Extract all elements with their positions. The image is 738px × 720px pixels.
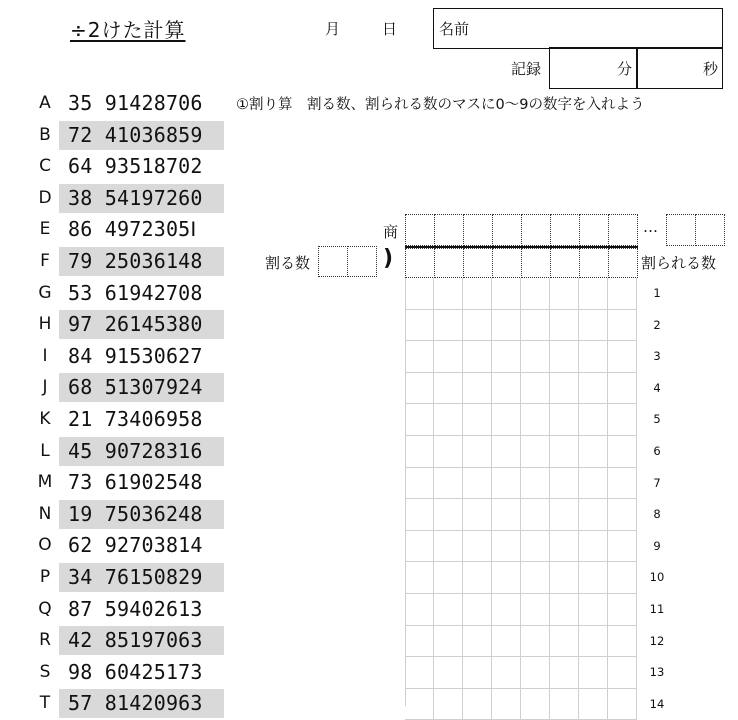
- work-grid-cell[interactable]: [405, 499, 434, 531]
- work-grid-cell[interactable]: [405, 278, 434, 310]
- work-grid-cell[interactable]: [405, 310, 434, 342]
- work-grid-cell[interactable]: [550, 531, 579, 563]
- problem-dividend: 91428706: [104, 91, 203, 115]
- problem-dividend: 85197063: [104, 628, 203, 653]
- problem-row: [59, 184, 224, 213]
- problem-dividend: 61942708: [104, 280, 203, 305]
- quotient-extra-cell[interactable]: [666, 214, 696, 246]
- problem-divisor: 21: [68, 407, 93, 431]
- problem-dividend: 81420963: [104, 691, 203, 716]
- problem-divisor: 72: [68, 122, 93, 147]
- work-grid-cell[interactable]: [608, 436, 637, 468]
- work-grid-cell[interactable]: [405, 626, 434, 658]
- divisor-label: 割る数: [265, 254, 311, 272]
- work-grid-cell[interactable]: [434, 404, 463, 436]
- work-grid-cell[interactable]: [521, 626, 550, 658]
- line-number: 2: [653, 317, 661, 332]
- problem-gap: [92, 597, 104, 621]
- problem-divisor: 57: [68, 691, 93, 716]
- quotient-cell[interactable]: [463, 214, 493, 246]
- work-grid-cell[interactable]: [492, 689, 521, 720]
- problem-divisor: 79: [68, 249, 93, 273]
- line-number: 11: [649, 602, 665, 616]
- work-grid-cell[interactable]: [521, 468, 550, 500]
- problem-dividend: 93518702: [104, 154, 203, 179]
- work-grid-cell[interactable]: [550, 626, 579, 658]
- problem-letter: S: [39, 661, 51, 682]
- problem-row: [59, 563, 224, 592]
- work-grid-cell[interactable]: [434, 657, 463, 689]
- work-grid-cell[interactable]: [608, 278, 637, 310]
- problem-gap: [92, 533, 104, 557]
- problem-dividend: 73406958: [104, 407, 203, 431]
- work-grid-cell[interactable]: [434, 689, 463, 720]
- work-grid-cell[interactable]: [405, 689, 434, 720]
- problem-gap: [92, 154, 104, 178]
- work-grid-cell[interactable]: [434, 278, 463, 310]
- problem-row: [59, 279, 224, 308]
- problem-row: [59, 626, 224, 655]
- work-grid-cell[interactable]: [492, 310, 521, 342]
- problem-divisor: 53: [68, 280, 93, 305]
- dividend-cell[interactable]: [550, 248, 580, 278]
- work-grid-cell[interactable]: [550, 499, 579, 531]
- line-number: 13: [649, 665, 665, 680]
- work-grid-cell[interactable]: [405, 341, 434, 373]
- work-grid-cell[interactable]: [405, 531, 434, 563]
- problem-letter: Q: [38, 598, 52, 619]
- problem-letter: I: [42, 345, 48, 366]
- problem-gap: [92, 375, 104, 399]
- work-grid-cell[interactable]: [579, 404, 608, 436]
- problem-divisor: 68: [68, 375, 93, 400]
- problem-dividend: 41036859: [104, 122, 203, 147]
- problem-row: [59, 342, 224, 371]
- problem-divisor: 98: [68, 659, 93, 684]
- work-grid-cell[interactable]: [434, 594, 463, 626]
- work-grid-cell[interactable]: [550, 278, 579, 310]
- problem-gap: [92, 312, 104, 336]
- dividend-cell[interactable]: [405, 248, 435, 278]
- work-grid-cell[interactable]: [492, 468, 521, 500]
- problem-gap: [92, 344, 104, 368]
- quotient-cell[interactable]: [608, 214, 638, 246]
- work-grid-cell[interactable]: [434, 436, 463, 468]
- work-grid-cell[interactable]: [492, 594, 521, 626]
- work-grid-cell[interactable]: [463, 626, 492, 658]
- problem-dividend: 59402613: [104, 596, 203, 621]
- problem-row: [59, 247, 224, 276]
- work-grid-cell[interactable]: [550, 657, 579, 689]
- work-grid-cell[interactable]: [405, 436, 434, 468]
- month-label: 月: [325, 20, 341, 38]
- problem-divisor: 45: [68, 438, 93, 463]
- work-grid-cell[interactable]: [550, 594, 579, 626]
- problem-divisor: 19: [68, 501, 93, 526]
- work-grid-cell[interactable]: [492, 626, 521, 658]
- problem-dividend: 76150829: [104, 565, 203, 589]
- work-grid-cell[interactable]: [463, 341, 492, 373]
- problem-gap: [92, 91, 104, 115]
- quotient-cell[interactable]: [492, 214, 522, 246]
- divisor-cell-2[interactable]: [347, 246, 377, 277]
- problem-row: [59, 531, 224, 560]
- day-label: 日: [382, 20, 398, 38]
- problem-divisor: 86: [68, 217, 93, 242]
- work-grid-cell[interactable]: [521, 657, 550, 689]
- problem-letter: M: [37, 472, 53, 493]
- work-grid-cell[interactable]: [608, 594, 637, 626]
- problem-gap: [92, 470, 104, 494]
- problem-gap: [92, 123, 104, 147]
- problem-divisor: 62: [68, 533, 93, 558]
- problem-letter: L: [40, 440, 50, 461]
- work-grid-cell[interactable]: [608, 373, 637, 405]
- problem-gap: [92, 691, 104, 715]
- work-grid-cell[interactable]: [579, 310, 608, 342]
- work-grid-cell[interactable]: [521, 689, 550, 720]
- work-grid-cell[interactable]: [550, 341, 579, 373]
- work-grid-cell[interactable]: [463, 436, 492, 468]
- quotient-cell[interactable]: [579, 214, 609, 246]
- problem-letter: G: [38, 282, 52, 303]
- problem-letter: E: [39, 219, 51, 240]
- problem-divisor: 87: [68, 596, 93, 621]
- problem-dividend: 92703814: [104, 533, 203, 558]
- problem-gap: [92, 249, 104, 273]
- work-grid-cell[interactable]: [463, 657, 492, 689]
- line-number: 8: [653, 507, 661, 522]
- problem-gap: [92, 565, 104, 589]
- work-grid-cell[interactable]: [492, 278, 521, 310]
- work-grid-cell[interactable]: [405, 373, 434, 405]
- work-grid-cell[interactable]: [608, 404, 637, 436]
- work-grid-cell[interactable]: [608, 531, 637, 563]
- division-bracket: ): [383, 246, 394, 271]
- work-grid-cell[interactable]: [550, 310, 579, 342]
- work-grid-cell[interactable]: [550, 436, 579, 468]
- work-grid-cell[interactable]: [463, 278, 492, 310]
- work-grid-cell[interactable]: [521, 499, 550, 531]
- work-grid-cell[interactable]: [608, 310, 637, 342]
- problem-letter: K: [39, 409, 51, 429]
- work-grid-cell[interactable]: [579, 373, 608, 405]
- work-grid-cell[interactable]: [608, 657, 637, 689]
- work-grid-cell[interactable]: [579, 657, 608, 689]
- problem-divisor: 34: [68, 565, 93, 589]
- line-number: 9: [653, 538, 661, 553]
- dividend-cell[interactable]: [579, 248, 609, 278]
- dividend-label: 割られる数: [641, 254, 717, 272]
- dividend-cell[interactable]: [463, 248, 493, 278]
- dividend-cell[interactable]: [434, 248, 464, 278]
- work-grid-cell[interactable]: [579, 468, 608, 500]
- work-grid-cell[interactable]: [405, 562, 434, 594]
- problem-row: [59, 405, 224, 434]
- problem-divisor: 73: [68, 470, 93, 495]
- work-grid-cell[interactable]: [463, 594, 492, 626]
- work-grid-cell[interactable]: [521, 278, 550, 310]
- work-grid-cell[interactable]: [579, 341, 608, 373]
- work-grid-cell[interactable]: [405, 468, 434, 500]
- work-grid-cell[interactable]: [521, 373, 550, 405]
- work-grid-cell[interactable]: [463, 310, 492, 342]
- record-divider: [636, 47, 638, 89]
- work-grid-cell[interactable]: [434, 373, 463, 405]
- problem-row: [59, 595, 224, 624]
- work-grid-cell[interactable]: [434, 626, 463, 658]
- work-grid-cell[interactable]: [550, 404, 579, 436]
- work-grid-cell[interactable]: [492, 404, 521, 436]
- work-grid-cell[interactable]: [492, 562, 521, 594]
- work-grid-cell[interactable]: [550, 689, 579, 720]
- work-grid-cell[interactable]: [579, 499, 608, 531]
- instruction-text: ①割り算 割る数、割られる数のマスに0〜9の数字を入れよう: [236, 97, 645, 113]
- problem-row: [59, 121, 224, 150]
- problem-dividend: 91530627: [104, 343, 203, 368]
- work-grid-cell[interactable]: [492, 341, 521, 373]
- problem-letter: A: [39, 93, 51, 113]
- line-number: 12: [649, 633, 665, 648]
- line-number: 5: [653, 412, 661, 427]
- problem-divisor: 35: [68, 91, 93, 115]
- work-grid-cell[interactable]: [521, 594, 550, 626]
- work-grid-cell[interactable]: [463, 468, 492, 500]
- work-grid-cell[interactable]: [579, 626, 608, 658]
- problem-gap: [92, 186, 104, 210]
- problem-gap: [92, 407, 104, 431]
- problem-letter: D: [38, 187, 52, 208]
- work-grid-cell[interactable]: [608, 626, 637, 658]
- problem-row: [59, 658, 224, 687]
- line-number: 6: [653, 444, 661, 458]
- work-grid-cell[interactable]: [608, 689, 637, 720]
- work-grid-cell[interactable]: [521, 562, 550, 594]
- work-grid-cell[interactable]: [463, 689, 492, 720]
- ellipsis: …: [643, 218, 658, 236]
- worksheet-title: ÷2けた計算: [70, 18, 186, 42]
- problem-divisor: 42: [68, 628, 93, 653]
- problem-row: [59, 215, 224, 244]
- work-grid-cell[interactable]: [463, 531, 492, 563]
- work-grid-cell[interactable]: [608, 562, 637, 594]
- work-grid-cell[interactable]: [521, 404, 550, 436]
- problem-gap: [92, 660, 104, 684]
- problem-dividend: 75036248: [104, 501, 203, 526]
- problem-row: [59, 310, 224, 339]
- problem-divisor: 84: [68, 343, 93, 368]
- problem-letter: N: [38, 503, 52, 524]
- work-grid-cell[interactable]: [463, 404, 492, 436]
- work-grid-cell[interactable]: [492, 531, 521, 563]
- record-label: 記録: [511, 60, 542, 78]
- work-grid-cell[interactable]: [579, 278, 608, 310]
- work-grid-cell[interactable]: [405, 594, 434, 626]
- problem-letter: O: [38, 535, 52, 556]
- problem-letter: F: [40, 251, 50, 271]
- divisor-cell-1[interactable]: [318, 246, 348, 277]
- work-grid-cell[interactable]: [434, 310, 463, 342]
- problem-divisor: 97: [68, 312, 93, 337]
- problem-divisor: 38: [68, 185, 93, 210]
- work-grid-cell[interactable]: [579, 562, 608, 594]
- work-grid-cell[interactable]: [608, 341, 637, 373]
- work-grid-cell[interactable]: [492, 373, 521, 405]
- work-grid-cell[interactable]: [608, 468, 637, 500]
- problem-letter: H: [38, 314, 52, 335]
- problem-dividend: 90728316: [104, 438, 203, 463]
- name-label: 名前: [439, 20, 470, 38]
- problem-letter: T: [39, 693, 51, 714]
- quotient-cell[interactable]: [434, 214, 464, 246]
- line-number: 3: [653, 349, 661, 364]
- quotient-cell[interactable]: [405, 214, 435, 246]
- work-grid-cell[interactable]: [521, 436, 550, 468]
- problem-dividend: 26145380: [104, 312, 203, 337]
- work-grid-cell[interactable]: [492, 436, 521, 468]
- problem-row: [59, 468, 224, 497]
- quotient-extra-cell[interactable]: [695, 214, 725, 246]
- problem-row: [59, 89, 224, 118]
- problem-row: [59, 373, 224, 402]
- line-number: 4: [653, 380, 661, 395]
- problem-row: [59, 500, 224, 529]
- problem-gap: [92, 439, 104, 463]
- work-grid-cell[interactable]: [463, 562, 492, 594]
- work-grid-cell[interactable]: [521, 310, 550, 342]
- work-grid-cell[interactable]: [550, 373, 579, 405]
- work-grid-cell[interactable]: [405, 657, 434, 689]
- problem-letter: J: [42, 377, 48, 398]
- dividend-cell[interactable]: [521, 248, 551, 278]
- work-grid-cell[interactable]: [405, 404, 434, 436]
- work-grid-cell[interactable]: [521, 341, 550, 373]
- quotient-cell[interactable]: [521, 214, 551, 246]
- work-grid-cell[interactable]: [463, 499, 492, 531]
- work-grid-cell[interactable]: [521, 531, 550, 563]
- work-grid-cell[interactable]: [434, 531, 463, 563]
- work-grid-cell[interactable]: [608, 499, 637, 531]
- line-number: 10: [649, 570, 665, 585]
- problem-row: [59, 152, 224, 181]
- problem-letter: P: [39, 567, 51, 587]
- dividend-cell[interactable]: [608, 248, 638, 278]
- problem-dividend: 61902548: [104, 470, 203, 495]
- problem-letter: R: [39, 630, 51, 651]
- problem-gap: [92, 628, 104, 652]
- work-grid-cell[interactable]: [550, 562, 579, 594]
- problem-row: [59, 689, 224, 718]
- line-number: 1: [653, 286, 661, 300]
- work-grid-cell[interactable]: [579, 531, 608, 563]
- quotient-cell[interactable]: [550, 214, 580, 246]
- problem-row: [59, 437, 224, 466]
- dividend-cell[interactable]: [492, 248, 522, 278]
- problem-dividend: 25036148: [104, 249, 203, 273]
- problem-letter: C: [39, 156, 51, 177]
- work-grid-cell[interactable]: [579, 436, 608, 468]
- problem-gap: [92, 217, 104, 241]
- work-grid-cell[interactable]: [579, 689, 608, 720]
- minute-label: 分: [617, 60, 633, 78]
- problem-dividend: 4972305Ⅰ: [104, 217, 197, 242]
- second-label: 秒: [703, 60, 719, 78]
- work-grid-cell[interactable]: [434, 468, 463, 500]
- name-box[interactable]: [433, 8, 723, 49]
- work-grid-cell[interactable]: [579, 594, 608, 626]
- work-grid-cell[interactable]: [434, 341, 463, 373]
- problem-dividend: 60425173: [104, 659, 203, 684]
- problem-dividend: 51307924: [104, 375, 203, 400]
- work-grid-cell[interactable]: [492, 499, 521, 531]
- work-grid-cell[interactable]: [463, 373, 492, 405]
- problem-gap: [92, 502, 104, 526]
- work-grid-cell[interactable]: [434, 562, 463, 594]
- problem-letter: B: [39, 124, 51, 145]
- work-grid-cell[interactable]: [434, 499, 463, 531]
- quotient-label: 商: [383, 223, 399, 241]
- problem-dividend: 54197260: [104, 185, 203, 210]
- work-grid-cell[interactable]: [550, 468, 579, 500]
- problem-divisor: 64: [68, 154, 93, 179]
- line-number: 7: [653, 475, 661, 490]
- line-number: 14: [649, 696, 665, 711]
- work-grid-cell[interactable]: [492, 657, 521, 689]
- problem-gap: [92, 281, 104, 305]
